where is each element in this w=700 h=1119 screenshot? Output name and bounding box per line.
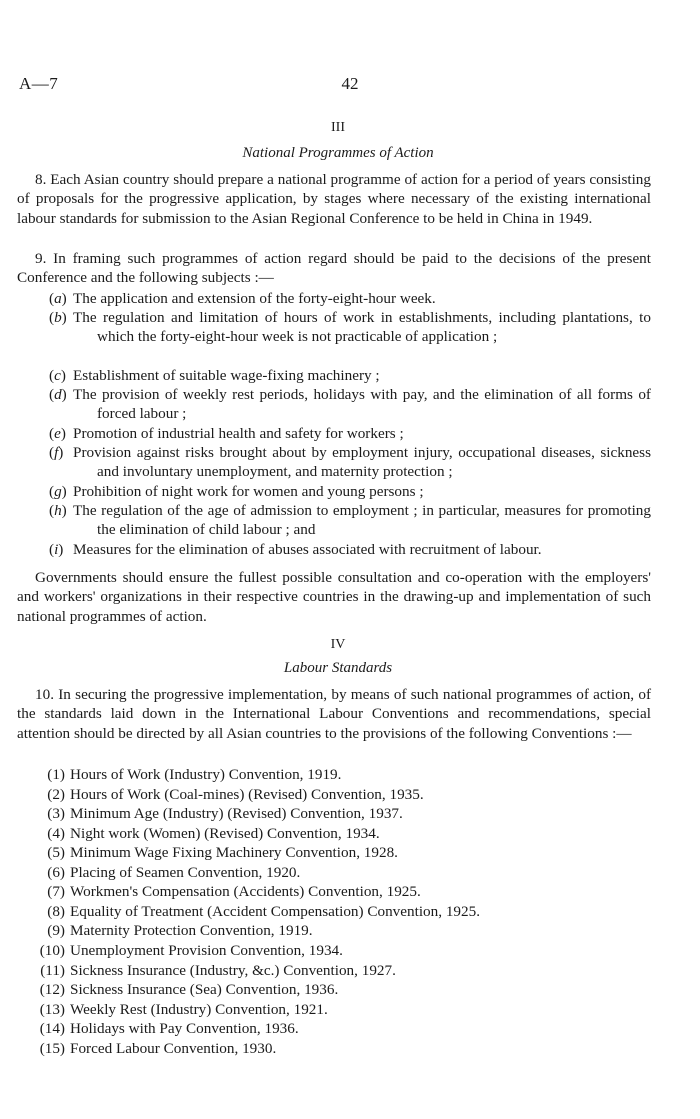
subject-item — [49, 385, 651, 424]
subject-item-text: Measures for the elimination of abuses associated with recruitment of labour. — [73, 541, 542, 558]
convention-number: (4) — [47, 825, 65, 842]
convention-number: (8) — [47, 903, 65, 920]
convention-item — [39, 980, 651, 999]
subject-item-label: (f) — [49, 444, 64, 461]
convention-title: Minimum Wage Fixing Machinery Convention, 1928. — [70, 844, 398, 861]
convention-number: (14) — [39, 1020, 65, 1037]
subject-item — [49, 308, 651, 347]
convention-number: (12) — [39, 981, 65, 998]
convention-number: (13) — [39, 1001, 65, 1018]
paragraph-9: 9. In framing such programmes of action regard should be paid to the decisions of the present Conference and the following subjects :— — [17, 250, 651, 287]
subject-item-text: The regulation and limitation of hours of work in establishments, including plantations, to which the forty-eight-hour week is not practicable of application ; — [73, 309, 651, 346]
subject-item-label: (i) — [49, 541, 64, 558]
convention-item — [39, 1000, 651, 1019]
convention-item — [39, 941, 651, 960]
subject-item-text: Promotion of industrial health and safety for workers ; — [73, 425, 404, 442]
subject-item-label: (c) — [49, 367, 66, 384]
convention-item — [39, 1039, 651, 1058]
convention-number: (7) — [47, 883, 65, 900]
subject-item-label: (e) — [49, 425, 66, 442]
convention-title: Night work (Women) (Revised) Convention, 1934. — [70, 825, 380, 842]
subject-item-label: (d) — [49, 386, 67, 403]
convention-title: Maternity Protection Convention, 1919. — [70, 922, 313, 939]
subject-item — [49, 540, 651, 559]
subject-item-text: Prohibition of night work for women and young persons ; — [73, 483, 424, 500]
convention-title: Equality of Treatment (Accident Compensation) Convention, 1925. — [70, 903, 481, 920]
convention-number: (5) — [47, 844, 65, 861]
subject-item-label: (b) — [49, 309, 67, 326]
convention-item — [39, 863, 651, 882]
paragraph-8: 8. Each Asian country should prepare a national programme of action for a period of years consisting of proposals for the progressive application, by stages where necessary of the existing international labour standards for submission to the Asian Regional Conference to be held in China in 1949. — [17, 171, 651, 227]
convention-title: Placing of Seamen Convention, 1920. — [70, 864, 301, 881]
subject-item — [49, 501, 651, 540]
section-number: III — [331, 120, 345, 135]
paragraph-9-closing: Governments should ensure the fullest possible consultation and co-operation with the employers' and workers' organizations in their respective countries in the drawing-up and implementation of such national programmes of action. — [17, 569, 651, 625]
convention-number: (3) — [47, 805, 65, 822]
subject-item-text: The application and extension of the forty-eight-hour week. — [73, 290, 436, 307]
subject-item — [49, 366, 651, 385]
convention-number: (1) — [47, 766, 65, 783]
convention-title: Forced Labour Convention, 1930. — [70, 1040, 277, 1057]
convention-number: (10) — [39, 942, 65, 959]
subject-item-text: The provision of weekly rest periods, holidays with pay, and the elimination of all forms of forced labour ; — [73, 386, 651, 423]
convention-item — [39, 902, 651, 921]
document-reference: A—7 — [19, 74, 59, 93]
subject-item-label: (h) — [49, 502, 67, 519]
convention-number: (6) — [47, 864, 65, 881]
convention-number: (2) — [47, 786, 65, 803]
convention-title: Sickness Insurance (Sea) Convention, 1936. — [70, 981, 339, 998]
convention-item — [39, 804, 651, 823]
subject-item-label: (g) — [49, 483, 67, 500]
convention-title: Unemployment Provision Convention, 1934. — [70, 942, 343, 959]
convention-title: Workmen's Compensation (Accidents) Convention, 1925. — [70, 883, 421, 900]
convention-item — [39, 785, 651, 804]
convention-number: (11) — [40, 962, 65, 979]
convention-item — [39, 961, 651, 980]
convention-item — [39, 882, 651, 901]
convention-number: (9) — [47, 922, 65, 939]
convention-title: Hours of Work (Industry) Convention, 1919. — [70, 766, 342, 783]
subject-item — [49, 482, 651, 501]
convention-item — [39, 824, 651, 843]
subject-item-label: (a) — [49, 290, 67, 307]
page-number: 42 — [341, 74, 359, 93]
convention-title: Hours of Work (Coal-mines) (Revised) Convention, 1935. — [70, 786, 424, 803]
convention-title: Minimum Age (Industry) (Revised) Convention, 1937. — [70, 805, 403, 822]
subject-item-text: Provision against risks brought about by employment injury, occupational diseases, sickness and involuntary unemployment, and maternity protection ; — [73, 444, 651, 481]
subject-item — [49, 443, 651, 482]
subject-item-text: Establishment of suitable wage-fixing machinery ; — [73, 367, 380, 384]
convention-item — [39, 843, 651, 862]
convention-number: (15) — [39, 1040, 65, 1057]
convention-title: Weekly Rest (Industry) Convention, 1921. — [70, 1001, 328, 1018]
subject-item — [49, 289, 651, 308]
section-title: Labour Standards — [283, 660, 393, 676]
convention-title: Holidays with Pay Convention, 1936. — [70, 1020, 299, 1037]
subject-item-text: The regulation of the age of admission to employment ; in particular, measures for promoting the elimination of child labour ; and — [73, 502, 651, 539]
convention-item — [39, 765, 651, 784]
subject-item — [49, 424, 651, 443]
convention-item — [39, 921, 651, 940]
section-title: National Programmes of Action — [242, 145, 434, 161]
convention-item — [39, 1019, 651, 1038]
section-number: IV — [330, 637, 346, 652]
paragraph-10: 10. In securing the progressive implementation, by means of such national programmes of action, of the standards laid down in the International Labour Conventions and recommendations, special attention should be directed by all Asian countries to the provisions of the following Conventions :— — [17, 686, 651, 742]
convention-title: Sickness Insurance (Industry, &c.) Convention, 1927. — [70, 962, 396, 979]
